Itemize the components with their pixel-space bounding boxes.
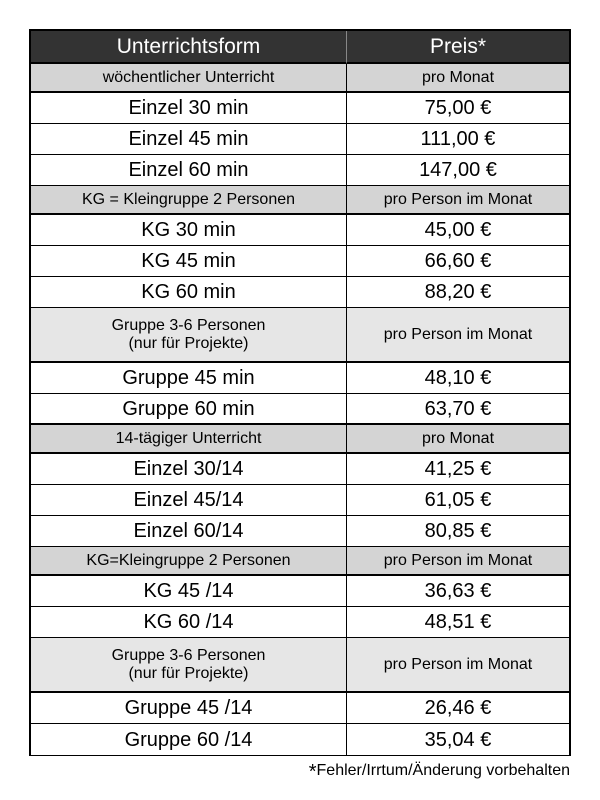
section-biweekly-group-unit: pro Person im Monat <box>347 638 569 693</box>
footnote-asterisk: * <box>308 761 317 783</box>
footnote-text: Fehler/Irrtum/Änderung vorbehalten <box>316 762 570 779</box>
table-row-form: Einzel 60/14 <box>31 516 347 547</box>
table-row-price: 45,00 € <box>347 215 569 246</box>
table-row-price: 111,00 € <box>347 124 569 155</box>
section-weekly-unit: pro Monat <box>347 64 569 93</box>
table-row-form: Einzel 45 min <box>31 124 347 155</box>
section-biweekly-group-label: Gruppe 3-6 Personen (nur für Projekte) <box>31 638 347 693</box>
section-biweekly-kg-unit: pro Person im Monat <box>347 547 569 576</box>
table-row-form: Gruppe 60 /14 <box>31 724 347 755</box>
table-row-price: 66,60 € <box>347 246 569 277</box>
table-row-price: 80,85 € <box>347 516 569 547</box>
footnote <box>309 762 570 782</box>
table-row-form: Einzel 30 min <box>31 93 347 124</box>
table-row-form: Gruppe 45 min <box>31 363 347 394</box>
table-row-price: 63,70 € <box>347 394 569 425</box>
table-row-form: Gruppe 60 min <box>31 394 347 425</box>
table-row-price: 48,51 € <box>347 607 569 638</box>
table-row-form: KG 45 min <box>31 246 347 277</box>
header-preis: Preis* <box>347 31 569 64</box>
table-row-price: 26,46 € <box>347 693 569 724</box>
table-row-form: Einzel 30/14 <box>31 454 347 485</box>
section-biweekly-unit: pro Monat <box>347 425 569 454</box>
section-biweekly-label: 14-tägiger Unterricht <box>31 425 347 454</box>
table-row-price: 35,04 € <box>347 724 569 755</box>
header-unterrichtsform: Unterrichtsform <box>31 31 347 64</box>
section-biweekly-kg-label: KG=Kleingruppe 2 Personen <box>31 547 347 576</box>
table-row-price: 61,05 € <box>347 485 569 516</box>
table-row-price: 147,00 € <box>347 155 569 186</box>
section-weekly-group-label: Gruppe 3-6 Personen (nur für Projekte) <box>31 308 347 363</box>
table-row-form: KG 30 min <box>31 215 347 246</box>
table-row-form: KG 60 min <box>31 277 347 308</box>
section-weekly-kg-unit: pro Person im Monat <box>347 186 569 215</box>
table-row-form: Einzel 60 min <box>31 155 347 186</box>
section-weekly-label: wöchentlicher Unterricht <box>31 64 347 93</box>
table-row-form: KG 45 /14 <box>31 576 347 607</box>
table-row-form: Einzel 45/14 <box>31 485 347 516</box>
table-row-price: 75,00 € <box>347 93 569 124</box>
table-row-price: 41,25 € <box>347 454 569 485</box>
section-weekly-group-unit: pro Person im Monat <box>347 308 569 363</box>
table-row-price: 88,20 € <box>347 277 569 308</box>
price-table <box>29 29 571 756</box>
table-row-price: 36,63 € <box>347 576 569 607</box>
table-row-price: 48,10 € <box>347 363 569 394</box>
table-row-form: KG 60 /14 <box>31 607 347 638</box>
table-row-form: Gruppe 45 /14 <box>31 693 347 724</box>
section-weekly-kg-label: KG = Kleingruppe 2 Personen <box>31 186 347 215</box>
